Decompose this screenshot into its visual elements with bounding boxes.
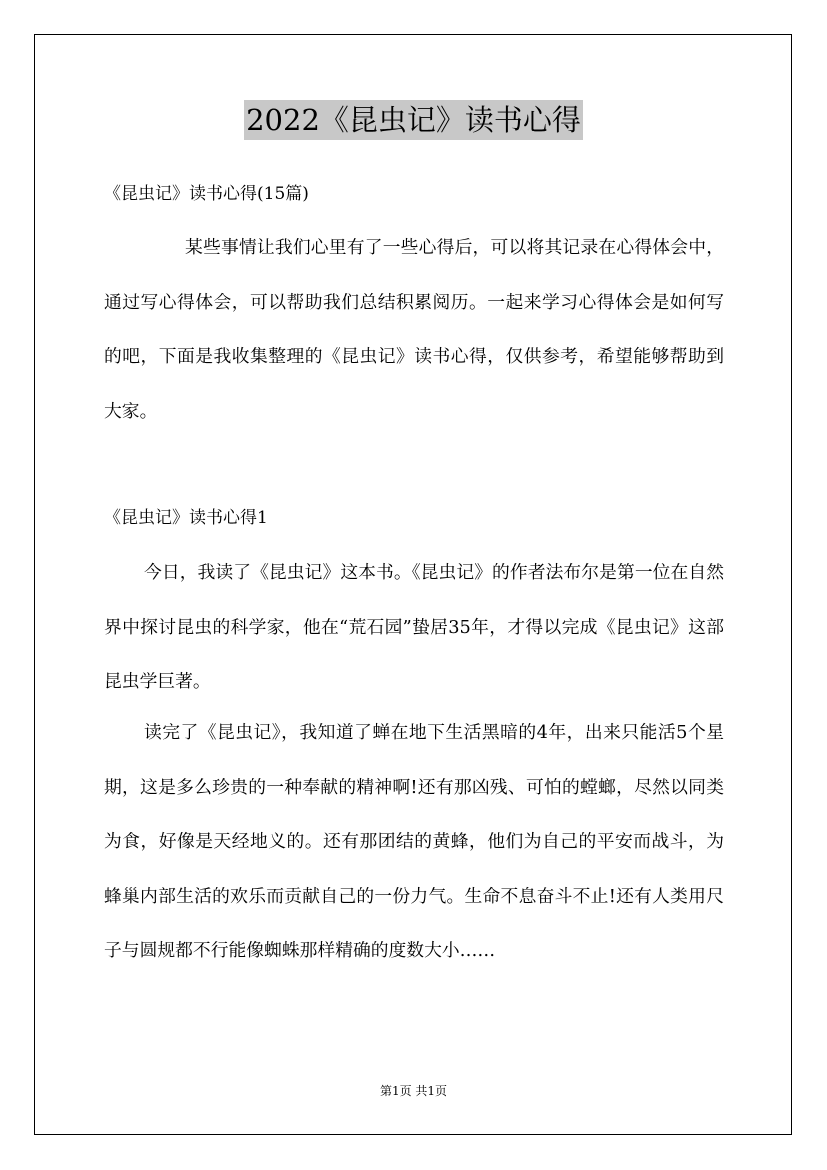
body-paragraph-1: 今日，我读了《昆虫记》这本书。《昆虫记》的作者法布尔是第一位在自然界中探讨昆虫的科学家，他在“荒石园”蛰居35年，才得以完成《昆虫记》这部昆虫学巨著。 — [104, 562, 724, 692]
page-footer: 第1页 共1页 — [379, 1084, 448, 1098]
body-paragraph-2: 读完了《昆虫记》，我知道了蝉在地下生活黑暗的4年，出来只能活5个星期，这是多么珍贵的一种奉献的精神啊!还有那凶残、可怕的螳螂，尽然以同类为食，好像是天经地义的。还有那团结的黄蜂，他们为自己的平安而战斗，为蜂巢内部生活的欢乐而贡献自己的一份力气。生命不息奋斗不止!还有人类用尺子与圆规都不行能像蜘蛛那样精确的度数大小…… — [104, 722, 724, 961]
document-title: 2022《昆虫记》读书心得 — [244, 100, 583, 140]
intro-paragraph: 某些事情让我们心里有了一些心得后，可以将其记录在心得体会中，通过写心得体会，可以帮助我们总结积累阅历。一起来学习心得体会是如何写的吧，下面是我收集整理的《昆虫记》读书心得，仅供参考，希望能够帮助到大家。 — [104, 237, 724, 422]
title-container — [0, 100, 827, 140]
document-subtitle: 《昆虫记》读书心得(15篇) — [104, 184, 309, 204]
section-heading: 《昆虫记》读书心得1 — [104, 508, 268, 528]
